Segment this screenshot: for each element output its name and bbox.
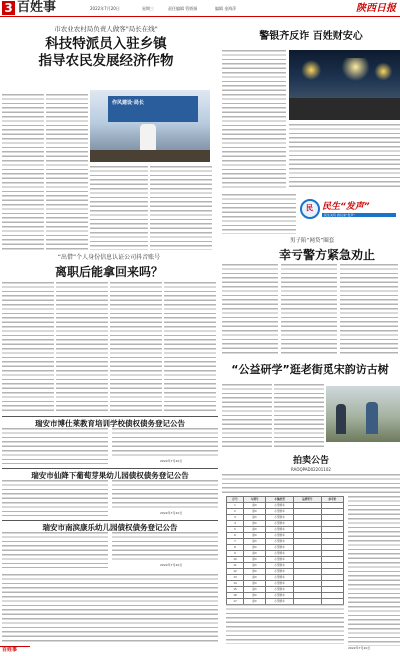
auction-table-cell: 小型轿车 xyxy=(266,593,294,599)
auction-table-cell: 浙C xyxy=(243,551,265,557)
right-top-text-col2 xyxy=(289,124,400,190)
auction-table-cell: 浙C xyxy=(243,593,265,599)
auction-table-cell: 浙C xyxy=(243,521,265,527)
auction-table-cell: 浙C xyxy=(243,599,265,605)
auction-table-cell: 浙C xyxy=(243,575,265,581)
right-second-text-col3 xyxy=(340,264,398,356)
auction-table-cell: 浙C xyxy=(243,563,265,569)
issue-date: 2022年7月20日 xyxy=(90,6,120,11)
badge-circle-icon: 民 xyxy=(300,199,320,219)
right-third-photo xyxy=(326,386,400,442)
auction-col-header: 品牌型号 xyxy=(293,497,321,503)
auction-table-cell: 小型轿车 xyxy=(266,557,294,563)
auction-table-cell: 14 xyxy=(227,581,244,587)
right-third-text-col2 xyxy=(274,384,324,448)
auction-table-cell: 浙C xyxy=(243,569,265,575)
auction-table-cell: 小型轿车 xyxy=(266,599,294,605)
auction-table-cell: 小型轿车 xyxy=(266,563,294,569)
auction-table-cell: 浙C xyxy=(243,527,265,533)
auction-table-cell: 1 xyxy=(227,503,244,509)
lead-text-col4 xyxy=(150,166,212,250)
auction-table-cell: 小型轿车 xyxy=(266,503,294,509)
auction-table-cell: 12 xyxy=(227,569,244,575)
auction-table-cell: 7 xyxy=(227,539,244,545)
lead-headline xyxy=(0,36,212,70)
auction-table-cell: 浙C xyxy=(243,581,265,587)
notice-3-title: 瑞安市南滨康乐幼儿园债权债务登记公告 xyxy=(2,520,218,533)
middle-text-col3 xyxy=(110,282,162,412)
auction-col-header: 车牌号 xyxy=(243,497,265,503)
auction-code: RAOQPAD02201102 xyxy=(291,467,331,472)
auction-table-cell: 小型轿车 xyxy=(266,551,294,557)
auction-table-cell: 浙C xyxy=(243,509,265,515)
auction-date: 2022年7月20日 xyxy=(348,646,371,650)
auction-table xyxy=(226,496,344,605)
lead-text-col3 xyxy=(90,166,148,250)
notice-3-date: 2022年7月20日 xyxy=(160,563,183,567)
auction-table-cell: 小型轿车 xyxy=(266,515,294,521)
right-top-headline: 警银齐反诈 百姓财安心 xyxy=(259,31,363,42)
footer-section-label: 百姓事 xyxy=(0,646,30,656)
auction-table-cell: 浙C xyxy=(243,515,265,521)
auction-col-header: 车辆类型 xyxy=(266,497,294,503)
photo-person-2 xyxy=(366,402,378,434)
right-top-photo xyxy=(289,50,400,120)
auction-table-cell: 小型轿车 xyxy=(266,575,294,581)
auction-table-cell: 小型轿车 xyxy=(266,527,294,533)
right-second-kicker: 男子陷“网贷”圈套 xyxy=(290,238,335,244)
page-number: 3 xyxy=(2,1,15,15)
right-badge-text xyxy=(222,194,296,234)
lead-kicker: 市农业农村局负责人做客"局长在线" xyxy=(54,25,158,33)
lead-photo xyxy=(90,90,210,162)
auction-table-cell: 8 xyxy=(227,545,244,551)
notice-1-text-a xyxy=(2,428,108,464)
right-top-text-col1 xyxy=(222,50,286,190)
badge-text: 民生“发声” xyxy=(322,202,370,212)
auction-table-cell: 16 xyxy=(227,593,244,599)
auction-table-cell: 小型轿车 xyxy=(266,581,294,587)
auction-table-cell: 4 xyxy=(227,521,244,527)
auction-title: 拍卖公告 xyxy=(292,456,329,466)
ad-block-text xyxy=(2,574,218,644)
auction-table-cell: 小型轿车 xyxy=(266,545,294,551)
notice-2-date: 2022年7月20日 xyxy=(160,511,183,515)
column-badge xyxy=(300,197,398,221)
auction-table-cell: 11 xyxy=(227,563,244,569)
middle-kicker: “出借”个人身份信息认证公司抖音账号 xyxy=(57,254,161,261)
lead-text-col1 xyxy=(2,94,44,250)
notice-1-date: 2022年7月20日 xyxy=(160,459,183,463)
auction-table-cell: 10 xyxy=(227,557,244,563)
designer-credit: 编辑 金海萍 xyxy=(215,6,237,11)
auction-col-header: 序号 xyxy=(227,497,244,503)
photo-person-1 xyxy=(336,404,346,434)
middle-text-col4 xyxy=(164,282,216,412)
auction-table-cell: 13 xyxy=(227,575,244,581)
photo-desk xyxy=(90,150,210,162)
lead-headline-line1: 科技特派员入驻乡镇 xyxy=(45,36,167,52)
right-third-text-col1 xyxy=(222,384,272,448)
auction-table-cell: 5 xyxy=(227,527,244,533)
auction-table-cell: 浙C xyxy=(243,539,265,545)
right-third-headline: “公益研学”逛老街觅宋韵访古树 xyxy=(231,363,389,376)
auction-table-cell: 小型轿车 xyxy=(266,509,294,515)
notice-3-text-b xyxy=(112,532,218,562)
auction-terms-text xyxy=(348,496,400,646)
auction-table-cell: 浙C xyxy=(243,533,265,539)
auction-table-cell: 小型轿车 xyxy=(266,539,294,545)
auction-table-cell: 3 xyxy=(227,515,244,521)
right-second-text-col1 xyxy=(222,264,278,356)
auction-table-cell: 浙C xyxy=(243,557,265,563)
auction-table-cell: 6 xyxy=(227,533,244,539)
editor-credit: 责任编辑 管娇娟 xyxy=(168,6,198,11)
auction-col-header: 参考价 xyxy=(321,497,343,503)
right-second-headline: 幸亏警方紧急劝止 xyxy=(278,248,375,262)
notice-3-text-a xyxy=(2,532,108,568)
badge-bar: 民生关切 我们来“发声” xyxy=(322,213,396,217)
auction-intro-text xyxy=(222,474,400,494)
paper-logo: 陕西日报 xyxy=(356,3,396,14)
auction-table-cell: 浙C xyxy=(243,503,265,509)
middle-headline: 离职后能拿回来吗？ xyxy=(54,265,163,279)
auction-table-cell: 浙C xyxy=(243,545,265,551)
notice-2-text-b xyxy=(112,480,218,510)
section-title: 百姓事 xyxy=(17,0,57,15)
auction-table-cell: 小型轿车 xyxy=(266,587,294,593)
auction-table-cell: 小型轿车 xyxy=(266,569,294,575)
notice-1-text-b xyxy=(112,428,218,458)
photo-screen-text: 作风建设·局长 xyxy=(112,100,144,106)
photo-speaker xyxy=(140,124,156,150)
middle-text-col2 xyxy=(56,282,108,412)
notice-2-text-a xyxy=(2,480,108,516)
auction-table-cell: 浙C xyxy=(243,587,265,593)
auction-table-cell: 2 xyxy=(227,509,244,515)
issue-weekday: 星期三 xyxy=(142,6,154,11)
photo-crowd xyxy=(289,98,400,120)
auction-table-cell: 17 xyxy=(227,599,244,605)
auction-table-cell: 小型轿车 xyxy=(266,533,294,539)
auction-table-cell: 9 xyxy=(227,551,244,557)
right-second-text-col2 xyxy=(281,264,337,356)
auction-table-cell: 15 xyxy=(227,587,244,593)
middle-text-col1 xyxy=(2,282,54,412)
photo-lights xyxy=(289,58,400,88)
auction-table-cell: 小型轿车 xyxy=(266,521,294,527)
notice-2-title: 瑞安市仙降下葡萄芽果幼儿园债权债务登记公告 xyxy=(2,468,218,481)
auction-contact-text xyxy=(226,604,344,644)
lead-text-col2 xyxy=(46,94,88,250)
masthead xyxy=(0,0,400,17)
notice-1-title: 瑞安市博仕莱教育培训学校债权债务登记公告 xyxy=(2,416,218,429)
lead-headline-line2: 指导农民发展经济作物 xyxy=(38,53,174,69)
